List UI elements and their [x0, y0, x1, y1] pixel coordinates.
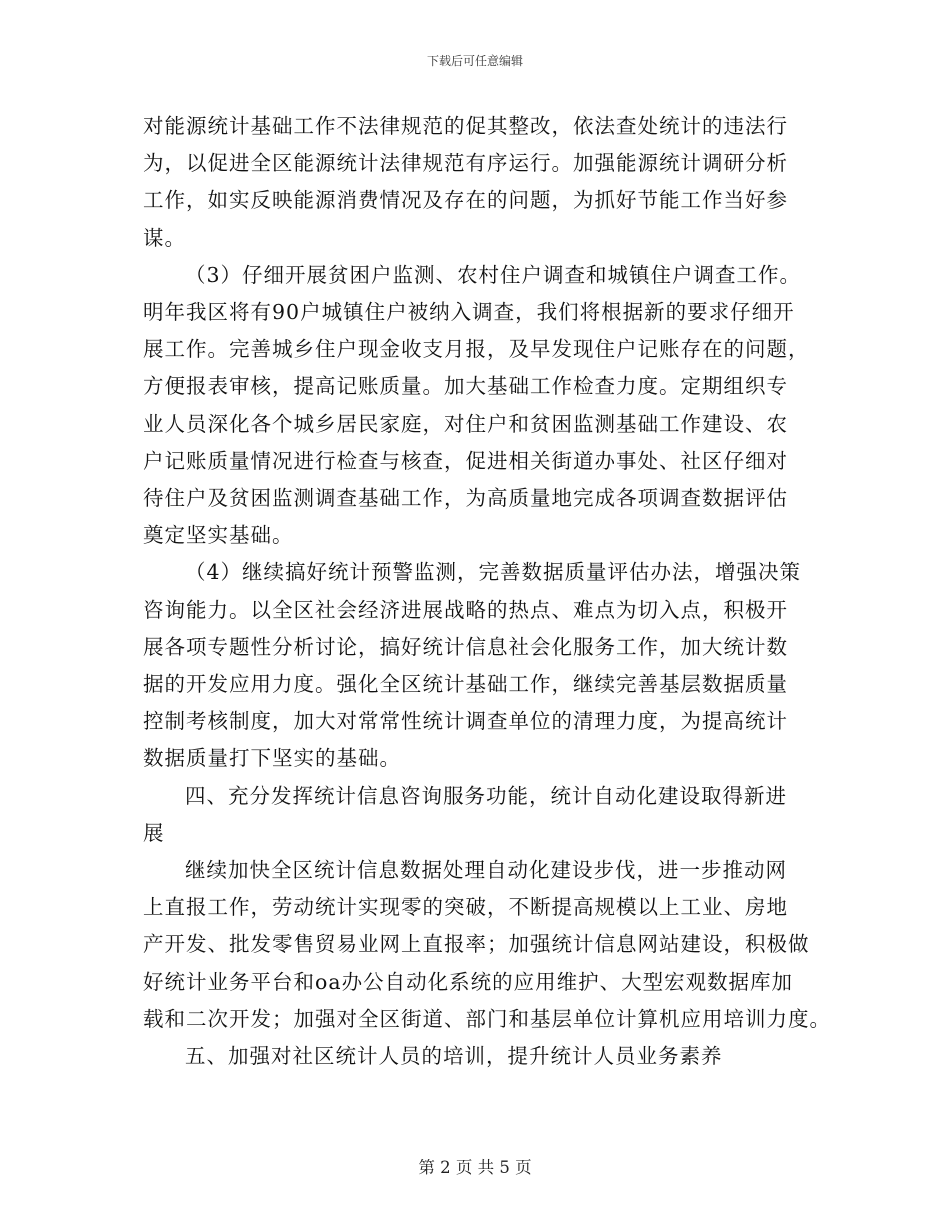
- text-line: 奠定坚实基础。: [143, 523, 294, 548]
- text-line: 咨询能力。以全区社会经济进展战略的热点、难点为切入点，积极开: [143, 597, 788, 622]
- paragraph-start-line: （3）仔细开展贫困户监测、农村住户调查和城镇住户调查工作。: [185, 262, 802, 287]
- document-body: [143, 108, 831, 1075]
- text-line: 控制考核制度，加大对常常性统计调查单位的清理力度，为提高统计: [143, 709, 788, 734]
- section-heading-line: 五、加强对社区统计人员的培训，提升统计人员业务素养: [185, 1044, 723, 1069]
- text-line: 据的开发应用力度。强化全区统计基础工作，继续完善基层数据质量: [143, 672, 788, 697]
- text-line: 业人员深化各个城乡居民家庭，对住户和贫困监测基础工作建设、农: [143, 411, 788, 436]
- text-line: 上直报工作，劳动统计实现零的突破，不断提高规模以上工业、房地: [143, 895, 788, 920]
- paragraph-start-line: 继续加快全区统计信息数据处理自动化建设步伐，进一步推动网: [185, 858, 787, 883]
- text-line: 数据质量打下坚实的基础。: [143, 746, 401, 771]
- page-header: 下载后可任意编辑: [426, 54, 523, 68]
- text-line: 明年我区将有90户城镇住户被纳入调查，我们将根据新的要求仔细开: [143, 300, 795, 325]
- paragraph-start-line: （4）继续搞好统计预警监测，完善数据质量评估办法，增强决策: [185, 560, 802, 585]
- text-line: 方便报表审核，提高记账质量。加大基础工作检查力度。定期组织专: [143, 374, 788, 399]
- text-line: 对能源统计基础工作不法律规范的促其整改，依法查处统计的违法行: [143, 114, 788, 138]
- page-number-footer: 第 2 页 共 5 页: [418, 1158, 532, 1177]
- text-line: 户记账质量情况进行检查与核查，促进相关街道办事处、社区仔细对: [143, 448, 788, 473]
- text-line: 展各项专题性分析讨论，搞好统计信息社会化服务工作，加大统计数: [143, 634, 788, 659]
- text-line: 载和二次开发；加强对全区街道、部门和基层单位计算机应用培训力度。: [143, 1006, 831, 1031]
- section-heading-line: 展: [143, 820, 165, 845]
- section-heading-line: 四、充分发挥统计信息咨询服务功能，统计自动化建设取得新进: [185, 783, 787, 808]
- text-line: 产开发、批发零售贸易业网上直报率；加强统计信息网站建设，积极做: [143, 932, 810, 957]
- text-line: 展工作。完善城乡住户现金收支月报，及早发现住户记账存在的问题，: [143, 337, 810, 362]
- text-line: 工作，如实反映能源消费情况及存在的问题，为抓好节能工作当好参: [143, 188, 788, 213]
- text-line: 为，以促进全区能源统计法律规范有序运行。加强能源统计调研分析: [143, 151, 788, 176]
- text-line: 待住户及贫困监测调查基础工作，为高质量地完成各项调查数据评估: [143, 486, 788, 511]
- text-line: 谋。: [143, 225, 186, 250]
- text-line: 好统计业务平台和oa办公自动化系统的应用维护、大型宏观数据库加: [143, 969, 794, 994]
